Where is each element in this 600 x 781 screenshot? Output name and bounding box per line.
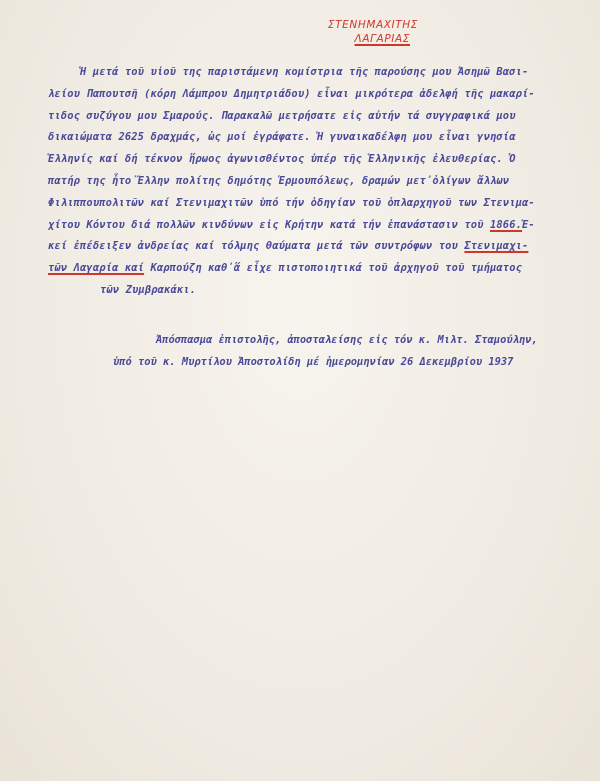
body-line-9 <box>48 236 580 258</box>
body-line-8-end: Ἐ- <box>522 218 535 231</box>
note-line-2: ὑπό τοῦ κ. Μυρτίλου Ἀποστολίδη μέ ἡμερομηνίαν 26 Δεκεμβρίου 1937 <box>113 355 514 368</box>
header-line-1: ΣΤΕΝΗΜΑΧΙΤΗΣ <box>327 19 418 31</box>
body-line-10 <box>48 258 580 280</box>
letter-body <box>48 62 580 302</box>
body-line-11: τῶν Ζυμβρακάκι. <box>100 283 197 296</box>
body-line-7: Φιλιππουπολιτῶν καί Στενιμαχιτῶν ὑπό τήν ὁδηγίαν τοῦ ὁπλαρχηγοῦ των Στενιμα- <box>48 196 535 209</box>
handwritten-header <box>292 18 418 46</box>
note-line-1: Ἀπόσπασμα ἐπιστολῆς, ἀποσταλείσης εἰς τόν κ. Μιλτ. Σταμούλην, <box>156 334 538 346</box>
header-line-2: ΛΑΓΑΡΙΑΣ <box>354 33 410 45</box>
body-line-3: τιδος συζύγου μου Σμαρούς. Παρακαλῶ μετρήσατε εἰς αὐτήν τά συγγραφικά μου <box>48 109 516 122</box>
lagaria-underlined: τῶν Λαγαρία καί <box>48 262 145 275</box>
source-note <box>48 330 588 374</box>
stenimachi-underlined: Στενιμαχι- <box>464 240 529 253</box>
body-line-1: Ἡ μετά τοῦ υἱοῦ της παριστάμενη κομίστρια τῆς παρούσης μου Ἀσημῶ Βασι- <box>80 66 529 78</box>
body-line-10-rest: Καρπούζη καθ᾽ἅ εἶχε πιστοποιητικά τοῦ ἀρχηγοῦ τοῦ τμήματος <box>144 262 523 275</box>
body-line-5: Ἑλληνίς καί δή τέκνον ἥρωος ἀγωνισθέντος ὑπέρ τῆς Ἑλληνικῆς ἐλευθερίας. Ὁ <box>48 153 516 166</box>
body-line-8 <box>48 215 580 237</box>
year-1866: 1866. <box>490 218 523 231</box>
body-line-6: πατήρ της ἦτο Ἕλλην πολίτης δημότης Ἑρμουπόλεως, δραμών μετ᾽ὀλίγων ἄλλων <box>48 174 510 187</box>
body-line-2: λείου Παπουτσῆ (κόρη Λάμπρου Δημητριάδου) εἶναι μικρότερα ἀδελφή τῆς μακαρί- <box>48 87 535 100</box>
body-line-9-text: κεί ἐπέδειξεν ἀνδρείας καί τόλμης θαύματα μετά τῶν συντρόφων του <box>48 240 465 253</box>
body-line-4: δικαιώματα 2625 δραχμάς, ὡς μοί ἐγράφατε. Ἡ γυναικαδέλφη μου εἶναι γνησία <box>48 131 516 144</box>
body-line-8-text: χίτου Κόντου διά πολλῶν κινδύνων εἰς Κρήτην κατά τήν ἐπανάστασιν τοῦ <box>48 218 490 231</box>
